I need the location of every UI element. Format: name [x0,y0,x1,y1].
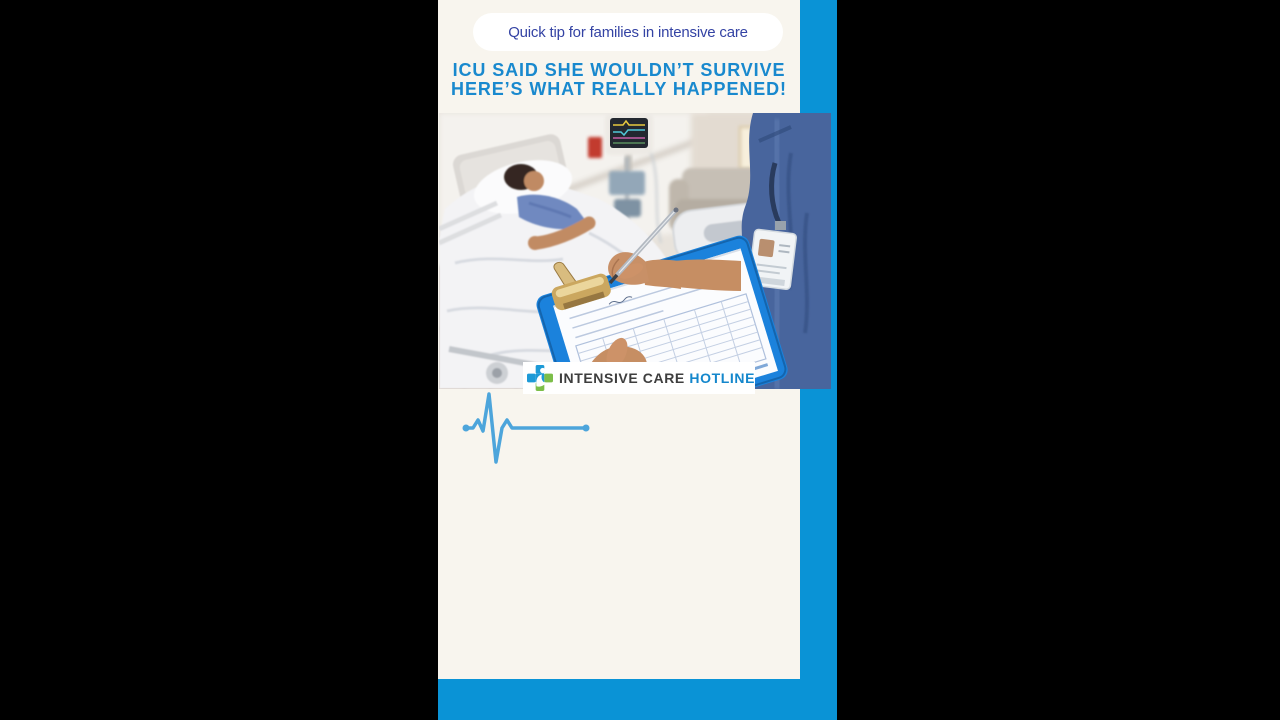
letterbox-left [0,0,438,720]
topic-pill-label: Quick tip for families in intensive care [508,23,748,41]
video-content-area [438,0,837,720]
logo-text-accent: HOTLINE [689,370,756,386]
patient-face [524,171,544,191]
heartbeat-ekg-icon [462,390,590,470]
logo-text-primary: INTENSIVE CARE [559,370,685,386]
medical-cross-icon [527,365,553,391]
hospital-photo [439,113,831,389]
letterbox-right [837,0,1280,720]
logo-text [559,370,755,386]
headline-line-1: ICU SAID SHE WOULDN’T SURVIVE [452,60,786,80]
headline [438,61,800,99]
headline-line-2: HERE’S WHAT REALLY HAPPENED! [451,79,787,99]
topic-pill [473,13,783,51]
hospital-scene-illustration [439,113,831,389]
wall-alarm-box [588,137,602,158]
